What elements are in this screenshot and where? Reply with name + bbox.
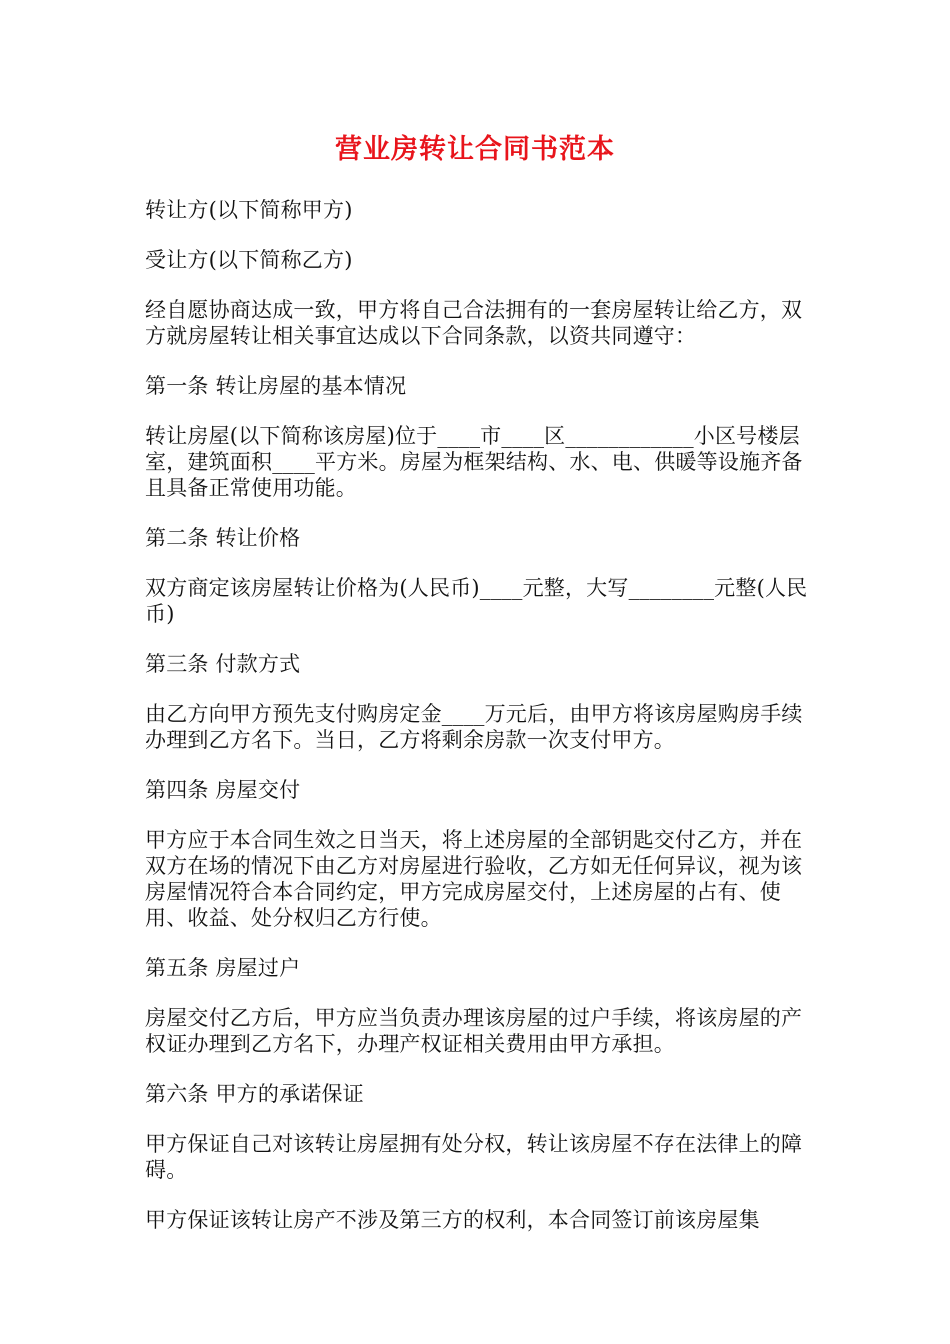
article-1-heading: 第一条 转让房屋的基本情况: [145, 374, 407, 398]
article-3-heading: 第三条 付款方式: [145, 652, 301, 676]
article-5-heading: 第五条 房屋过户: [145, 956, 301, 980]
article-2-body: 双方商定该房屋转让价格为(人民币)____元整，大写________元整(人民币): [145, 576, 808, 626]
article-3-body: 由乙方向甲方预先支付购房定金____万元后，由甲方将该房屋购房手续办理到乙方名下。当日，乙方将剩余房款一次支付甲方。: [145, 702, 803, 752]
document-body: [145, 197, 815, 1257]
article-6-body-1: 甲方保证自己对该转让房屋拥有处分权，转让该房屋不存在法律上的障碍。: [145, 1132, 803, 1182]
paragraph-transferor: 转让方(以下简称甲方): [145, 198, 353, 222]
article-4-body: 甲方应于本合同生效之日当天，将上述房屋的全部钥匙交付乙方，并在双方在场的情况下由乙方对房屋进行验收，乙方如无任何异议，视为该房屋情况符合本合同约定，甲方完成房屋交付，上述房屋的占有、使用、收益、处分权归乙方行使。: [145, 828, 803, 930]
paragraph-transferee: 受让方(以下简称乙方): [145, 248, 353, 272]
document-title: 营业房转让合同书范本: [335, 134, 615, 165]
article-6-body-2: 甲方保证该转让房产不涉及第三方的权利，本合同签订前该房屋集: [145, 1208, 760, 1232]
article-5-body: 房屋交付乙方后，甲方应当负责办理该房屋的过户手续，将该房屋的产权证办理到乙方名下，办理产权证相关费用由甲方承担。: [145, 1006, 803, 1056]
paragraph-preamble: 经自愿协商达成一致，甲方将自己合法拥有的一套房屋转让给乙方，双方就房屋转让相关事宜达成以下合同条款，以资共同遵守：: [145, 298, 803, 348]
article-1-body: 转让房屋(以下简称该房屋)位于____市____区____________小区号楼层室，建筑面积____平方米。房屋为框架结构、水、电、供暖等设施齐备且具备正常使用功能。: [145, 424, 803, 500]
article-4-heading: 第四条 房屋交付: [145, 778, 301, 802]
article-6-heading: 第六条 甲方的承诺保证: [145, 1082, 364, 1106]
article-2-heading: 第二条 转让价格: [145, 526, 301, 550]
